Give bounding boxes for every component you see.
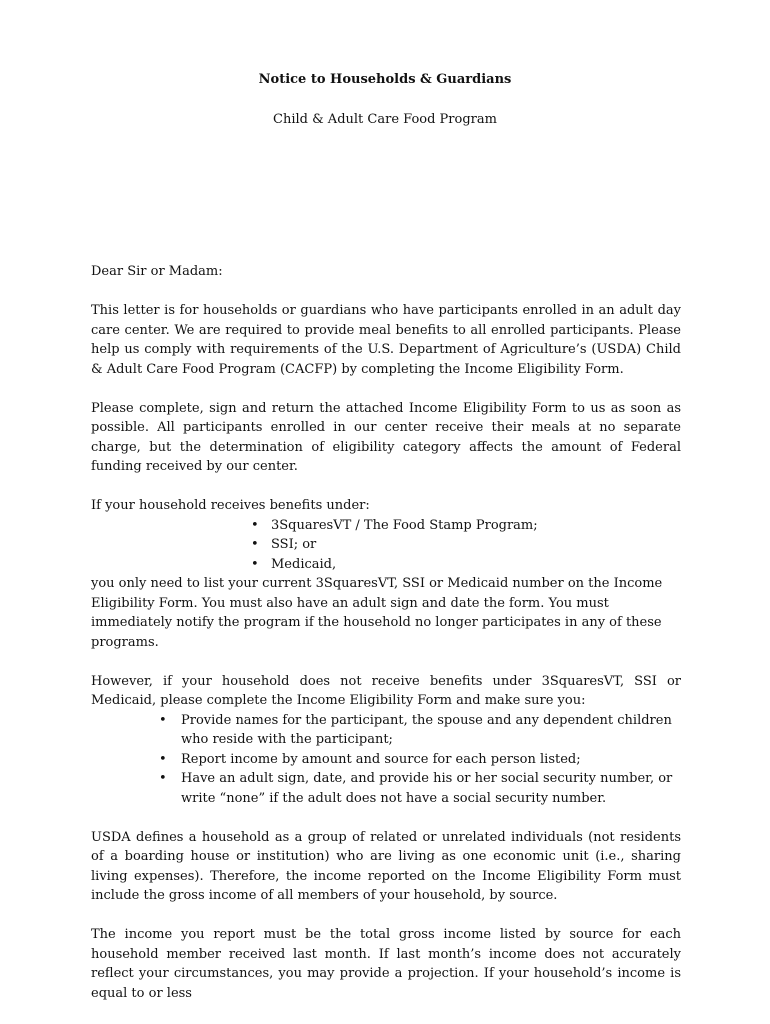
letter-body — [91, 262, 681, 1003]
list-item: • Provide names for the participant, the spouse and any dependent children who reside with the participant; — [91, 711, 681, 750]
document-title: Notice to Households & Guardians — [258, 72, 512, 87]
requirements-list — [91, 711, 681, 809]
benefits-list — [91, 516, 681, 575]
document-subtitle: Child & Adult Care Food Program — [273, 112, 497, 127]
list-item: • Report income by amount and source for each person listed; — [91, 750, 681, 770]
paragraph-income-reporting: The income you report must be the total gross income listed by source for each household member received last month. If last month’s income does not accurately reflect your circumstances, you may provide a projection. If your household’s income is equal to or less — [91, 927, 681, 1001]
list-item: • Have an adult sign, date, and provide his or her social security number, or write “none” if the adult does not have a social security number. — [91, 769, 681, 808]
list-item: • SSI; or — [91, 535, 681, 555]
list-item: • Medicaid, — [91, 555, 681, 575]
salutation: Dear Sir or Madam: — [91, 264, 223, 279]
paragraph-requirements-intro: However, if your household does not receive benefits under 3SquaresVT, SSI or Medicaid, please complete the Income Eligibility Form and make sure you: — [91, 673, 681, 708]
paragraph-household-definition: USDA defines a household as a group of related or unrelated individuals (not residents of a boarding house or institution) who are living as one economic unit (i.e., sharing living expenses). Therefore, the income reported on the Income Eligibility Form must include the gross income of all members of your household, by source. — [91, 829, 681, 903]
list-item: • 3SquaresVT / The Food Stamp Program; — [91, 516, 681, 536]
paragraph-benefits-intro: If your household receives benefits under: — [91, 498, 370, 513]
paragraph-benefits-outro: you only need to list your current 3SquaresVT, SSI or Medicaid number on the Income Eligibility Form. You must also have an adult sign and date the form. You must immediately notify the program if the household no longer participates in any of these programs. — [91, 576, 663, 650]
paragraph-purpose: This letter is for households or guardians who have participants enrolled in an adult day care center. We are required to provide meal benefits to all enrolled participants. Please help us comply with requirements of the U.S. Department of Agriculture’s (USDA) Child & Adult Care Food Program (CACFP) by completing the Income Eligibility Form. — [91, 303, 681, 377]
paragraph-instructions: Please complete, sign and return the attached Income Eligibility Form to us as soon as possible. All participants enrolled in our center receive their meals at no separate charge, but the determination of eligibility category affects the amount of Federal funding received by our center. — [91, 400, 681, 474]
